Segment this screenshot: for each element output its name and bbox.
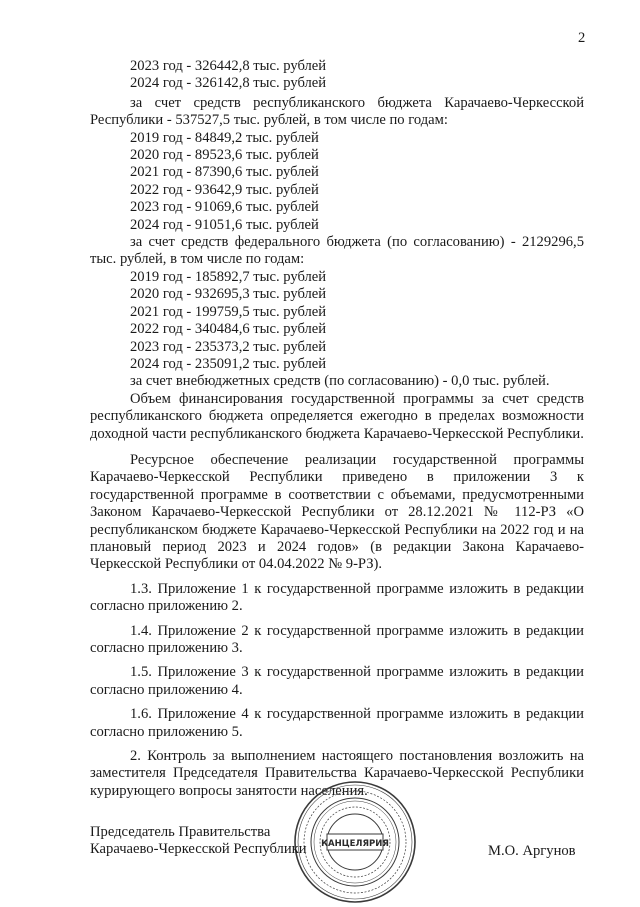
financing-paragraph: Объем финансирования государственной программы за счет средств республиканского бюджета определяется ежегодно в пределах возможности доходной части республиканского бюджета Карачаево-Черкесской Республики.	[90, 390, 584, 442]
federal-budget-year: 2020 год - 932695,3 тыс. рублей	[130, 286, 327, 303]
clause-1-5: 1.5. Приложение 3 к государственной программе изложить в редакции согласно приложению 4.	[90, 664, 584, 698]
federal-budget-year: 2023 год - 235373,2 тыс. рублей	[130, 338, 327, 355]
signatory-title-line2: Карачаево-Черкесской Республики	[90, 841, 307, 858]
federal-budget-intro: за счет средств федерального бюджета (по согласованию) - 2129296,5 тыс. рублей, в том числе по годам:	[90, 234, 584, 268]
federal-budget-year: 2019 год - 185892,7 тыс. рублей	[130, 268, 327, 285]
page-number: 2	[578, 30, 586, 46]
republic-budget-year: 2024 год - 91051,6 тыс. рублей	[130, 216, 319, 233]
signatory-name: М.О. Аргунов	[488, 843, 576, 859]
republic-budget-year: 2022 год - 93642,9 тыс. рублей	[130, 181, 319, 198]
federal-budget-year: 2021 год - 199759,5 тыс. рублей	[130, 303, 327, 320]
republic-budget-intro: за счет средств республиканского бюджета Карачаево-Черкесской Республики - 537527,5 тыс. рублей, в том числе по годам:	[90, 94, 584, 129]
clause-1-4: 1.4. Приложение 2 к государственной программе изложить в редакции согласно приложению 3.	[90, 622, 584, 656]
republic-budget-year: 2019 год - 84849,2 тыс. рублей	[130, 129, 319, 146]
signatory-title-line1: Председатель Правительства	[90, 824, 271, 840]
clause-1-6: 1.6. Приложение 4 к государственной программе изложить в редакции согласно приложению 5.	[90, 706, 584, 740]
funding-line: 2024 год - 326142,8 тыс. рублей	[130, 75, 327, 92]
republic-budget-year: 2020 год - 89523,6 тыс. рублей	[130, 147, 319, 164]
federal-budget-year: 2022 год - 340484,6 тыс. рублей	[130, 321, 327, 338]
federal-budget-year: 2024 год - 235091,2 тыс. рублей	[130, 355, 327, 372]
republic-budget-year: 2023 год - 91069,6 тыс. рублей	[130, 199, 319, 216]
signature-block	[90, 824, 584, 859]
document-body	[90, 58, 584, 800]
funding-line: 2023 год - 326442,8 тыс. рублей	[130, 58, 327, 74]
clause-1-3: 1.3. Приложение 1 к государственной программе изложить в редакции согласно приложению 2.	[90, 580, 584, 615]
republic-budget-year: 2021 год - 87390,6 тыс. рублей	[130, 164, 319, 181]
stamp-label: КАНЦЕЛЯРИЯ	[321, 839, 389, 849]
extrabudget-line: за счет внебюджетных средств (по согласованию) - 0,0 тыс. рублей.	[130, 373, 550, 390]
resource-paragraph: Ресурсное обеспечение реализации государственной программы Карачаево-Черкесской Республики приведено в приложении 3 к государственной программе в соответствии с объемами, предусмотренными Законом Карачаево-Черкесской Республики от 28.12.2021 № 112-РЗ «О республиканском бюджете Карачаево-Черкесской Республики на 2022 год и на плановый период 2023 и 2024 годов» (в редакции Закона Карачаево-Черкесской Республики от 04.04.2022 № 9-РЗ).	[90, 451, 584, 573]
clause-2: 2. Контроль за выполнением настоящего постановления возложить на заместителя Председателя Правительства Карачаево-Черкесской Республики курирующего вопросы занятости населения.	[90, 748, 584, 799]
